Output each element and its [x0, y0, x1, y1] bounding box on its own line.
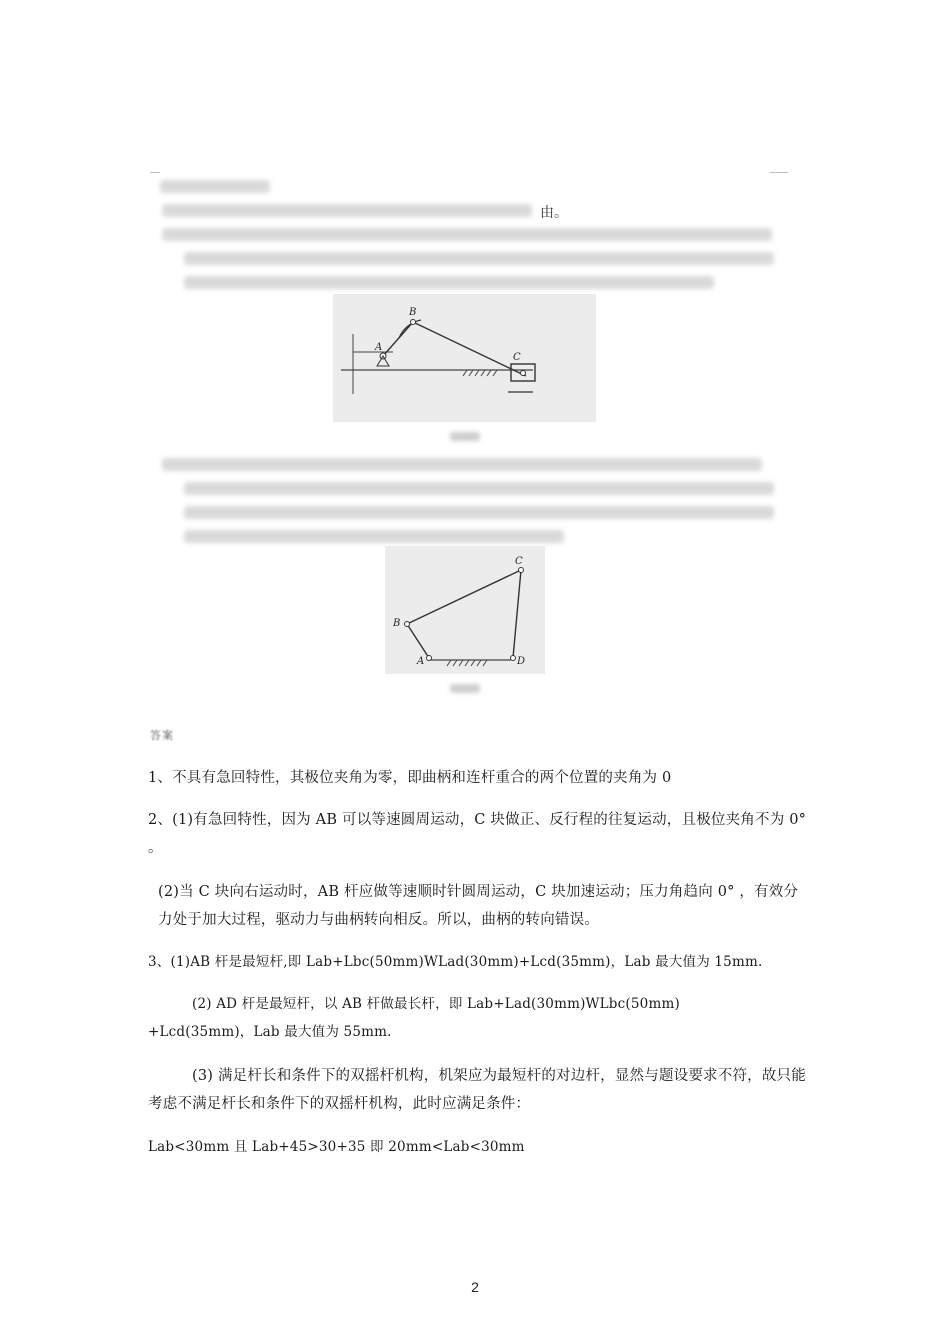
figure-four-bar: [385, 546, 545, 674]
answer-1: 1、不具有急回特性，其极位夹角为零，即曲柄和连杆重合的两个位置的夹角为 0: [148, 770, 672, 786]
header-rule-left: [150, 172, 160, 173]
answer-2-part-1: 2、(1)有急回特性，因为 AB 可以等速圆周运动，C 块做正、反行程的往复运动，且极位夹角不为 0° 。: [148, 812, 807, 856]
answer-3-part-2b: +Lcd(35mm)，Lab 最大值为 55mm.: [148, 1024, 392, 1040]
label-D: D: [517, 656, 526, 667]
four-bar-diagram: [385, 546, 545, 674]
label-B: B: [409, 307, 417, 318]
blurred-text-line: [184, 252, 774, 265]
visible-fragment: 由。: [540, 205, 568, 221]
blurred-text-line: [184, 276, 714, 289]
blurred-text-line: [162, 204, 532, 217]
label-A: A: [417, 656, 425, 667]
label-C: C: [515, 556, 523, 567]
header-rule-right: [770, 172, 788, 173]
answer-3-part-1: 3、(1)AB 杆是最短杆,即 Lab+Lbc(50mm)WLad(30mm)+Lcd(35mm)，Lab 最大值为 15mm.: [148, 954, 763, 970]
scanned-questions: [150, 168, 790, 713]
label-C: C: [513, 352, 521, 363]
blurred-text-line: [184, 482, 774, 495]
figure-caption: [450, 432, 480, 441]
blurred-text-line: [160, 180, 270, 193]
answer-2-part-2: (2)当 C 块向右运动时，AB 杆应做等速顺时针圆周运动，C 块加速运动；压力角趋向 0° ，有效分力处于加大过程，驱动力与曲柄转向相反。所以，曲柄的转向错误。: [158, 884, 799, 928]
slider-crank-diagram: [333, 294, 596, 422]
label-A: A: [375, 342, 383, 353]
blurred-text-line: [184, 530, 564, 543]
blurred-text-line: [162, 228, 772, 241]
figure-slider-crank: [333, 294, 596, 422]
blurred-text-line: [162, 458, 762, 471]
answer-3-part-3: (3) 满足杆长和条件下的双摇杆机构，机架应为最短杆的对边杆，显然与题设要求不符，故只能考虑不满足杆长和条件下的双摇杆机构，此时应满足条件：: [148, 1068, 806, 1112]
answer-heading: 答案: [150, 729, 174, 742]
blurred-text-line: [184, 506, 774, 519]
page-number: 2: [471, 1279, 479, 1295]
answer-3-part-4: Lab<30mm 且 Lab+45>30+35 即 20mm<Lab<30mm: [148, 1139, 525, 1155]
label-B: B: [393, 618, 401, 629]
answer-3-part-2a: (2) AD 杆是最短杆，以 AB 杆做最长杆，即 Lab+Lad(30mm)WLbc(50mm): [192, 996, 680, 1012]
figure-caption: [450, 684, 480, 693]
